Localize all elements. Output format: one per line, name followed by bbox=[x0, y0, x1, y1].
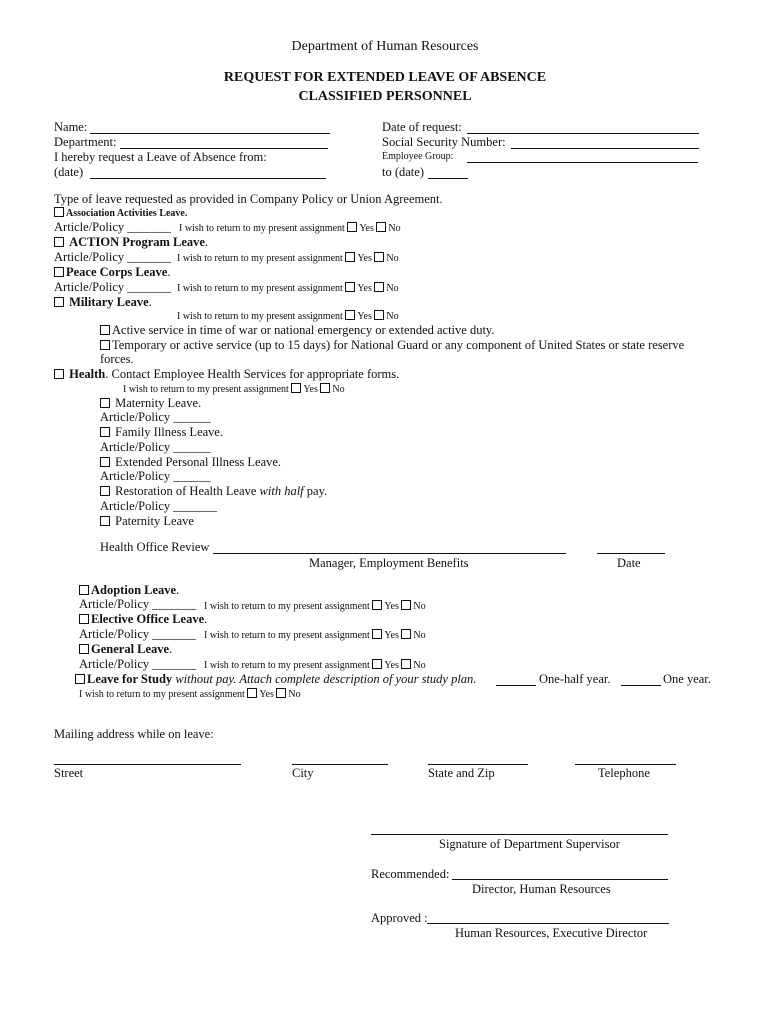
health-return-question: I wish to return to my present assignment Yes No bbox=[123, 384, 345, 395]
approved-field[interactable] bbox=[427, 923, 669, 924]
name-label: Name: bbox=[54, 120, 88, 134]
half-year-field[interactable] bbox=[496, 685, 536, 686]
elective-article-label: Article/Policy _______ bbox=[79, 627, 196, 641]
action-checkbox[interactable] bbox=[54, 237, 64, 247]
department-label: Department: bbox=[54, 135, 117, 149]
department-heading: Department of Human Resources bbox=[291, 39, 479, 54]
health-review-date-caption: Date bbox=[617, 556, 641, 570]
peace-no-checkbox[interactable] bbox=[374, 282, 384, 292]
assoc-label: Association Activities Leave. bbox=[66, 208, 188, 219]
study-row bbox=[75, 673, 476, 686]
study-yes-checkbox[interactable] bbox=[247, 688, 257, 698]
assoc-article-label: Article/Policy _______ bbox=[54, 220, 171, 234]
supervisor-signature-field[interactable] bbox=[371, 834, 668, 835]
study-no-checkbox[interactable] bbox=[276, 688, 286, 698]
assoc-row bbox=[54, 207, 187, 219]
director-caption: Director, Human Resources bbox=[472, 882, 611, 896]
general-yes-checkbox[interactable] bbox=[372, 659, 382, 669]
study-return-question: I wish to return to my present assignment Yes No bbox=[79, 689, 301, 700]
date-of-request-field[interactable] bbox=[467, 133, 699, 134]
maternity-row: Maternity Leave. bbox=[100, 397, 201, 410]
adoption-return-question: I wish to return to my present assignment Yes No bbox=[204, 601, 426, 612]
recommended-field[interactable] bbox=[452, 879, 668, 880]
health-checkbox[interactable] bbox=[54, 369, 64, 379]
elective-return-question: I wish to return to my present assignment Yes No bbox=[204, 630, 426, 641]
health-yes-checkbox[interactable] bbox=[291, 383, 301, 393]
form-title: REQUEST FOR EXTENDED LEAVE OF ABSENCE bbox=[223, 70, 547, 85]
general-checkbox[interactable] bbox=[79, 644, 89, 654]
state-zip-caption: State and Zip bbox=[428, 766, 495, 780]
leave-type-intro: Type of leave requested as provided in Company Policy or Union Agreement. bbox=[54, 192, 443, 206]
active-service-checkbox[interactable] bbox=[100, 325, 110, 335]
form-subtitle: CLASSIFIED PERSONNEL bbox=[298, 89, 472, 104]
adoption-yes-checkbox[interactable] bbox=[372, 600, 382, 610]
study-note: without pay. Attach complete description of your study plan. bbox=[175, 672, 477, 686]
telephone-field[interactable] bbox=[575, 764, 676, 765]
general-article-label: Article/Policy _______ bbox=[79, 657, 196, 671]
telephone-caption: Telephone bbox=[598, 766, 650, 780]
approved-label: Approved : bbox=[371, 911, 428, 925]
military-label: Military Leave bbox=[69, 295, 149, 309]
state-zip-field[interactable] bbox=[428, 764, 528, 765]
assoc-yes-checkbox[interactable] bbox=[347, 222, 357, 232]
name-field[interactable] bbox=[90, 133, 330, 134]
paternity-checkbox[interactable] bbox=[100, 516, 110, 526]
military-row: Military Leave. bbox=[54, 296, 152, 309]
health-no-checkbox[interactable] bbox=[320, 383, 330, 393]
to-date-field[interactable] bbox=[428, 178, 468, 179]
health-note: Contact Employee Health Services for appropriate forms. bbox=[111, 367, 400, 381]
family-article-label: Article/Policy ______ bbox=[100, 440, 211, 454]
peace-return-question: I wish to return to my present assignment Yes No bbox=[177, 283, 399, 294]
extended-article-label: Article/Policy ______ bbox=[100, 469, 211, 483]
mailing-address-label: Mailing address while on leave: bbox=[54, 727, 214, 741]
peace-row: Peace Corps Leave. bbox=[54, 266, 170, 279]
maternity-article-label: Article/Policy ______ bbox=[100, 410, 211, 424]
action-return-question: I wish to return to my present assignment Yes No bbox=[177, 253, 399, 264]
ssn-field[interactable] bbox=[511, 148, 699, 149]
extended-checkbox[interactable] bbox=[100, 457, 110, 467]
restoration-row: Restoration of Health Leave with half pay. bbox=[100, 485, 327, 498]
assoc-return-question: I wish to return to my present assignment Yes No bbox=[179, 223, 401, 234]
date-of-request-label: Date of request: bbox=[382, 120, 462, 134]
family-checkbox[interactable] bbox=[100, 427, 110, 437]
action-label: ACTION Program Leave bbox=[69, 235, 205, 249]
to-date-label: to (date) bbox=[382, 165, 424, 179]
health-label: Health bbox=[69, 367, 106, 381]
study-checkbox[interactable] bbox=[75, 674, 85, 684]
health-review-label: Health Office Review bbox=[100, 540, 210, 554]
temporary-service-checkbox[interactable] bbox=[100, 340, 110, 350]
peace-label: Peace Corps Leave bbox=[66, 265, 168, 279]
one-year-label: One year. bbox=[663, 672, 711, 686]
peace-article-label: Article/Policy _______ bbox=[54, 280, 171, 294]
from-date-label: (date) bbox=[54, 165, 84, 179]
temporary-service-row: Temporary or active service (up to 15 days) for National Guard or any component of United States or state reserve bbox=[100, 339, 684, 352]
elective-label: Elective Office Leave bbox=[91, 612, 205, 626]
manager-caption: Manager, Employment Benefits bbox=[309, 556, 469, 570]
health-review-date-field[interactable] bbox=[597, 553, 665, 554]
elective-yes-checkbox[interactable] bbox=[372, 629, 382, 639]
general-label: General Leave bbox=[91, 642, 170, 656]
general-row: General Leave. bbox=[79, 643, 172, 656]
military-checkbox[interactable] bbox=[54, 297, 64, 307]
extended-row: Extended Personal Illness Leave. bbox=[100, 456, 281, 469]
recommended-label: Recommended: bbox=[371, 867, 450, 881]
one-year-field[interactable] bbox=[621, 685, 661, 686]
ssn-label: Social Security Number: bbox=[382, 135, 506, 149]
action-yes-checkbox[interactable] bbox=[345, 252, 355, 262]
street-field[interactable] bbox=[54, 764, 241, 765]
adoption-article-label: Article/Policy _______ bbox=[79, 597, 196, 611]
health-row: Health. Contact Employee Health Services for appropriate forms. bbox=[54, 368, 399, 381]
restoration-article-label: Article/Policy _______ bbox=[100, 499, 217, 513]
employee-group-field[interactable] bbox=[467, 162, 698, 163]
adoption-checkbox[interactable] bbox=[79, 585, 89, 595]
action-article-label: Article/Policy _______ bbox=[54, 250, 171, 264]
supervisor-caption: Signature of Department Supervisor bbox=[439, 837, 620, 851]
general-return-question: I wish to return to my present assignment Yes No bbox=[204, 660, 426, 671]
paternity-row: Paternity Leave bbox=[100, 515, 194, 528]
peace-checkbox[interactable] bbox=[54, 267, 64, 277]
elective-row: Elective Office Leave. bbox=[79, 613, 207, 626]
maternity-checkbox[interactable] bbox=[100, 398, 110, 408]
adoption-row: Adoption Leave. bbox=[79, 584, 179, 597]
military-no-checkbox[interactable] bbox=[374, 310, 384, 320]
action-no-checkbox[interactable] bbox=[374, 252, 384, 262]
health-review-signature-field[interactable] bbox=[213, 553, 566, 554]
military-yes-checkbox[interactable] bbox=[345, 310, 355, 320]
city-caption: City bbox=[292, 766, 314, 780]
general-no-checkbox[interactable] bbox=[401, 659, 411, 669]
employee-group-label: Employee Group: bbox=[382, 151, 454, 162]
peace-yes-checkbox[interactable] bbox=[345, 282, 355, 292]
executive-caption: Human Resources, Executive Director bbox=[455, 926, 648, 940]
leave-from-label: I hereby request a Leave of Absence from: bbox=[54, 150, 267, 164]
elective-no-checkbox[interactable] bbox=[401, 629, 411, 639]
study-label: Leave for Study bbox=[87, 672, 173, 686]
military-return-question: I wish to return to my present assignment Yes No bbox=[177, 311, 399, 322]
family-row: Family Illness Leave. bbox=[100, 426, 223, 439]
assoc-checkbox[interactable] bbox=[54, 207, 64, 217]
street-caption: Street bbox=[54, 766, 84, 780]
assoc-no-checkbox[interactable] bbox=[376, 222, 386, 232]
city-field[interactable] bbox=[292, 764, 388, 765]
adoption-no-checkbox[interactable] bbox=[401, 600, 411, 610]
restoration-checkbox[interactable] bbox=[100, 486, 110, 496]
elective-checkbox[interactable] bbox=[79, 614, 89, 624]
adoption-label: Adoption Leave bbox=[91, 583, 177, 597]
from-date-field[interactable] bbox=[90, 178, 326, 179]
active-service-row: Active service in time of war or national emergency or extended active duty. bbox=[100, 324, 495, 337]
forces-text: forces. bbox=[100, 352, 134, 366]
half-year-label: One-half year. bbox=[539, 672, 611, 686]
action-row: ACTION Program Leave. bbox=[54, 236, 208, 249]
department-field[interactable] bbox=[120, 148, 328, 149]
